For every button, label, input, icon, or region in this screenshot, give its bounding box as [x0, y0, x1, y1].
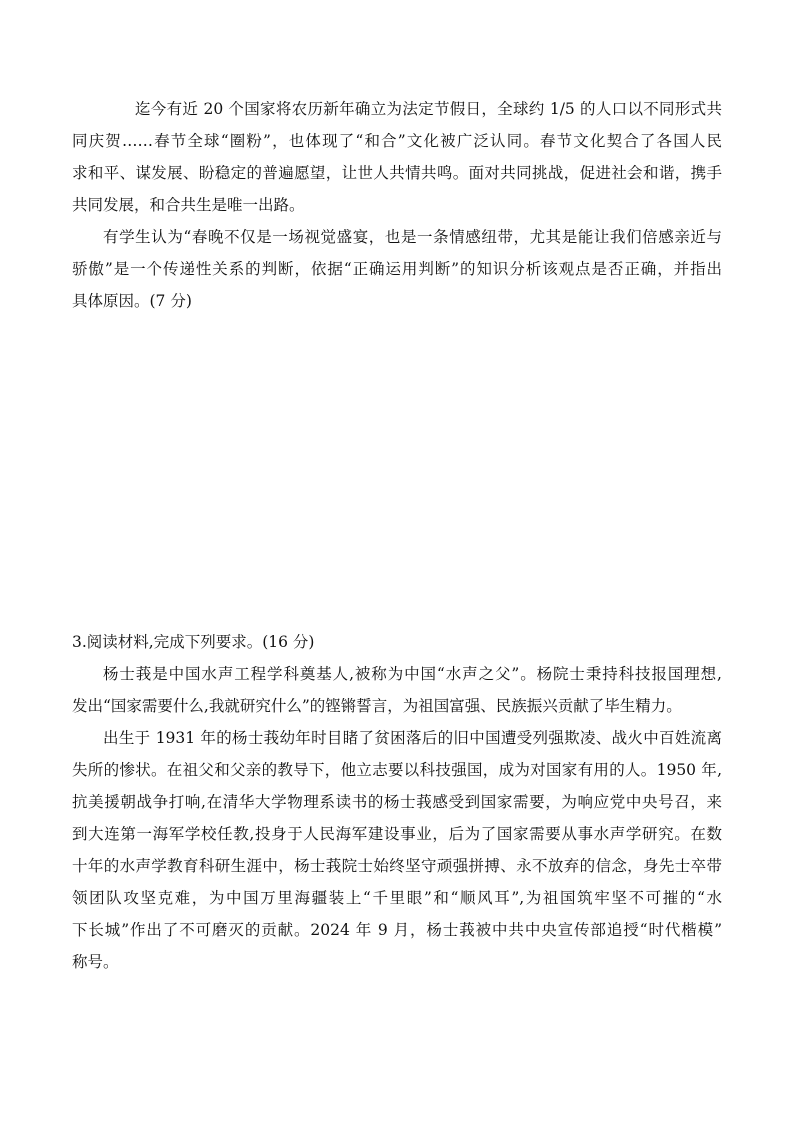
paragraph-line: 求和平、谋发展、盼稳定的普遍愿望，让世人共情共鸣。面对共同挑战，促进社会和谐，携手 — [72, 164, 722, 182]
paragraph-line: 抗美援朝战争打响,在清华大学物理系读书的杨士莪感受到国家需要，为响应党中央号召，来 — [72, 793, 722, 811]
question-heading: 3.阅读材料,完成下列要求。(16 分) — [72, 633, 315, 651]
paragraph-line: 十年的水声学教育科研生涯中，杨士莪院士始终坚守顽强拼搏、永不放弃的信念，身先士卒带 — [72, 857, 722, 875]
paragraph-line: 领团队攻坚克难，为中国万里海疆装上“千里眼”和“顺风耳”,为祖国筑牢坚不可摧的“水 — [72, 889, 722, 907]
paragraph-line: 到大连第一海军学校任教,投身于人民海军建设事业，后为了国家需要从事水声学研究。在数 — [72, 825, 722, 843]
paragraph-line: 发出“国家需要什么,我就研究什么”的铿锵誓言，为祖国富强、民族振兴贡献了毕生精力。 — [72, 697, 682, 715]
paragraph-line: 杨士莪是中国水声工程学科奠基人,被称为中国“水声之父”。杨院士秉持科技报国理想, — [103, 665, 722, 683]
answer-space — [72, 320, 722, 620]
paragraph-line: 出生于 1931 年的杨士莪幼年时目睹了贫困落后的旧中国遭受列强欺凌、战火中百姓流离 — [103, 729, 722, 747]
paragraph-line: 同庆贺……春节全球“圈粉”，也体现了“和合”文化被广泛认同。春节文化契合了各国人民 — [72, 132, 722, 150]
question-line: 有学生认为“春晚不仅是一场视觉盛宴，也是一条情感纽带，尤其是能让我们倍感亲近与 — [103, 228, 722, 246]
paragraph-line: 称号。 — [72, 953, 119, 971]
question-line: 具体原因。(7 分) — [72, 292, 192, 310]
paragraph-line: 迄今有近 20 个国家将农历新年确立为法定节假日，全球约 1/5 的人口以不同形式共 — [135, 100, 722, 118]
paragraph-line: 失所的惨状。在祖父和父亲的教导下，他立志要以科技强国，成为对国家有用的人。1950 年, — [72, 761, 722, 779]
paragraph-line: 共同发展，和合共生是唯一出路。 — [72, 196, 305, 214]
question-line: 骄傲”是一个传递性关系的判断，依据“正确运用判断”的知识分析该观点是否正确，并指出 — [72, 260, 722, 278]
paragraph-line: 下长城”作出了不可磨灭的贡献。2024 年 9 月，杨士莪被中共中央宣传部追授“时代楷模” — [72, 921, 722, 939]
